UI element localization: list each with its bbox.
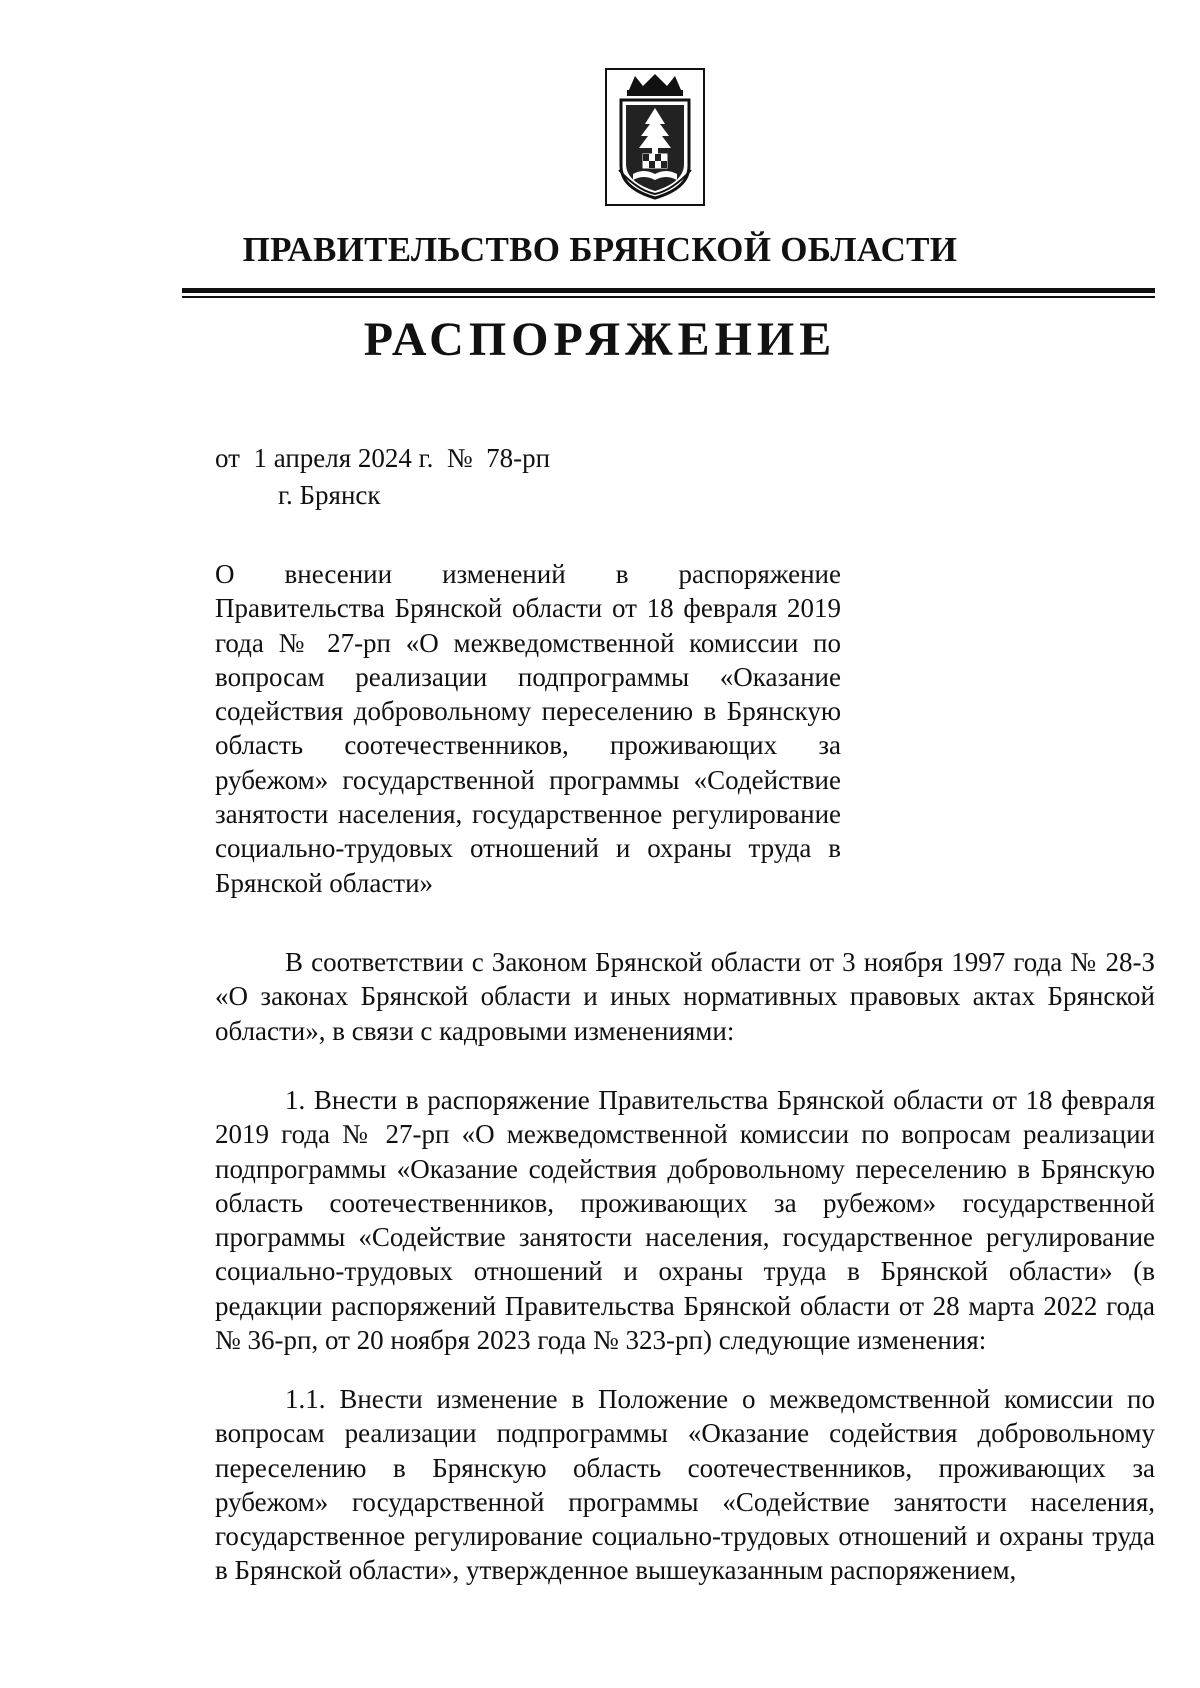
header-divider-thin xyxy=(182,296,1155,298)
emblem xyxy=(605,68,705,206)
document-type-title: РАСПОРЯЖЕНИЕ xyxy=(363,313,837,366)
organization-title: ПРАВИТЕЛЬСТВО БРЯНСКОЙ ОБЛАСТИ xyxy=(242,230,958,269)
paragraph-item-1-1: 1.1. Внести изменение в Положение о межведомственной комиссии по вопросам реализации подпрограммы «Оказание содействия добровольному переселению в Брянскую область соотечественников, проживающих за рубежом» государственной программы «Содействие занятости населения, государственное регулирование социально-трудовых отношений и охраны труда в Брянской области», утвержденное вышеуказанным распоряжением, xyxy=(215,1384,1155,1586)
date-number-line: от 1 апреля 2024 г. № 78-рп xyxy=(215,443,551,473)
document-subject: О внесении изменений в распоряжение Правительства Брянской области от 18 февраля 2019 года № 27-рп «О межведомственной комиссии по вопросам реализации подпрограммы «Оказание содействия добровольному переселению в Брянскую область соотечественников, проживающих за рубежом» государственной программы «Содействие занятости населения, государственное регулирование социально-трудовых отношений и охраны труда в Брянской области» xyxy=(215,559,841,898)
bryansk-coat-of-arms-icon xyxy=(607,70,703,204)
paragraph-basis: В соответствии с Законом Брянской области от 3 ноября 1997 года № 28-З «О законах Брянской области и иных нормативных правовых актах Брянской области», в связи с кадровыми изменениями: xyxy=(215,947,1155,1046)
city-line: г. Брянск xyxy=(278,480,381,510)
paragraph-item-1: 1. Внести в распоряжение Правительства Брянской области от 18 февраля 2019 года № 27-рп «О межведомственной комиссии по вопросам реализации подпрограммы «Оказание содействия добровольному переселению в Брянскую область соотечественников, проживающих за рубежом» государственной программы «Содействие занятости населения, государственное регулирование социально-трудовых отношений и охраны труда в Брянской области» (в редакции распоряжений Правительства Брянской области от 28 марта 2022 года № 36-рп, от 20 ноября 2023 года № 323-рп) следующие изменения: xyxy=(215,1085,1155,1356)
header-divider-thick xyxy=(182,288,1155,293)
